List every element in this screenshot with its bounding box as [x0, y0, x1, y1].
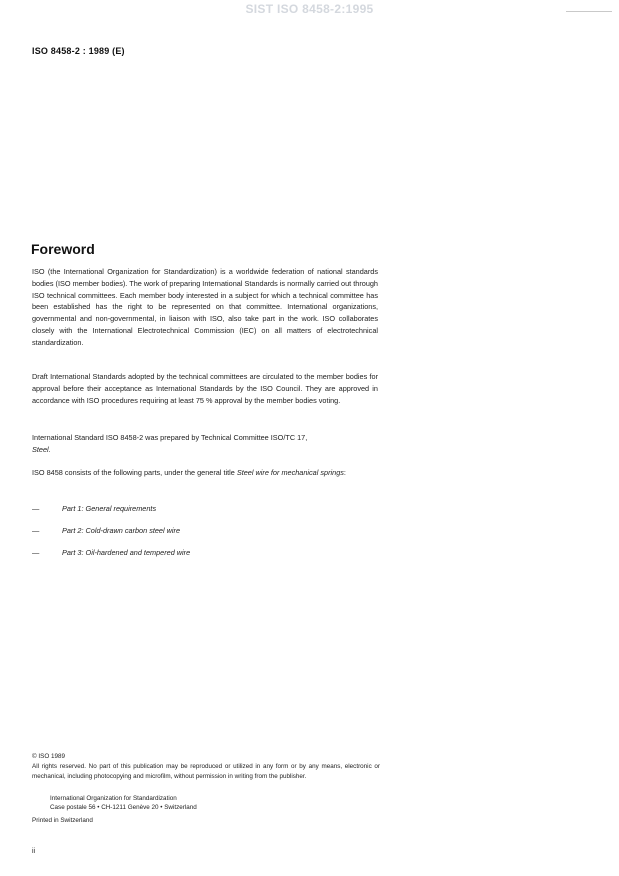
- paragraph-3-text: International Standard ISO 8458-2 was prepared by Technical Committee ISO/TC 17,: [32, 433, 308, 442]
- document-number: ISO 8458-2 : 1989 (E): [32, 46, 125, 56]
- list-dash: —: [32, 504, 40, 513]
- committee-title: Steel.: [32, 444, 51, 454]
- paragraph-4-colon: :: [343, 468, 346, 477]
- part-label: Part 2: Cold-drawn carbon steel wire: [62, 526, 181, 535]
- foreword-paragraph-1: ISO (the International Organization for Standardization) is a worldwide federation of national standards bodies (ISO member bodies). The work of preparing International Standards is normally carried out through ISO technical committees. Each member body interested in a subject for which a technical committee has been established has the right to be represented on that committee. International organizations, governmental and non-governmental, in liaison with ISO, also take part in the work. ISO collaborates closely with the International Electrotechnical Commission (IEC) on all matters of electrotechnical standardization.: [32, 267, 378, 347]
- paragraph-4-text: ISO 8458 consists of the following parts, under the general title: [32, 468, 235, 477]
- general-title: Steel wire for mechanical springs: [236, 468, 344, 477]
- foreword-paragraph-2: Draft International Standards adopted by the technical committees are circulated to the member bodies for approval before their acceptance as International Standards by the ISO Council. They are approved in accordance with ISO procedures requiring at least 75 % approval by the member bodies voting.: [32, 372, 378, 405]
- part-label: Part 1: General requirements: [62, 504, 157, 513]
- list-item: [32, 503, 156, 514]
- part-label: Part 3: Oil-hardened and tempered wire: [62, 548, 191, 557]
- list-item: [32, 525, 180, 536]
- rights-notice: All rights reserved. No part of this publication may be reproduced or utilized in any form or by any means, electronic or mechanical, including photocopying and microfilm, without permission in writing from the publisher.: [32, 763, 380, 780]
- list-dash: —: [32, 526, 40, 535]
- list-dash: —: [32, 548, 40, 557]
- foreword-paragraph-3: [32, 432, 378, 456]
- organization-address: Case postale 56 • CH-1211 Genève 20 • Switzerland: [50, 804, 197, 811]
- organization-name: International Organization for Standardization: [50, 795, 177, 802]
- foreword-paragraph-4: [32, 467, 378, 479]
- page-heading: Foreword: [31, 241, 95, 257]
- page-number: ii: [32, 848, 36, 855]
- copyright-line: © ISO 1989: [32, 753, 65, 760]
- watermark: SIST ISO 8458-2:1995: [245, 2, 374, 16]
- list-item: [32, 547, 190, 558]
- top-rule: [566, 11, 612, 12]
- printed-in: Printed in Switzerland: [32, 817, 93, 824]
